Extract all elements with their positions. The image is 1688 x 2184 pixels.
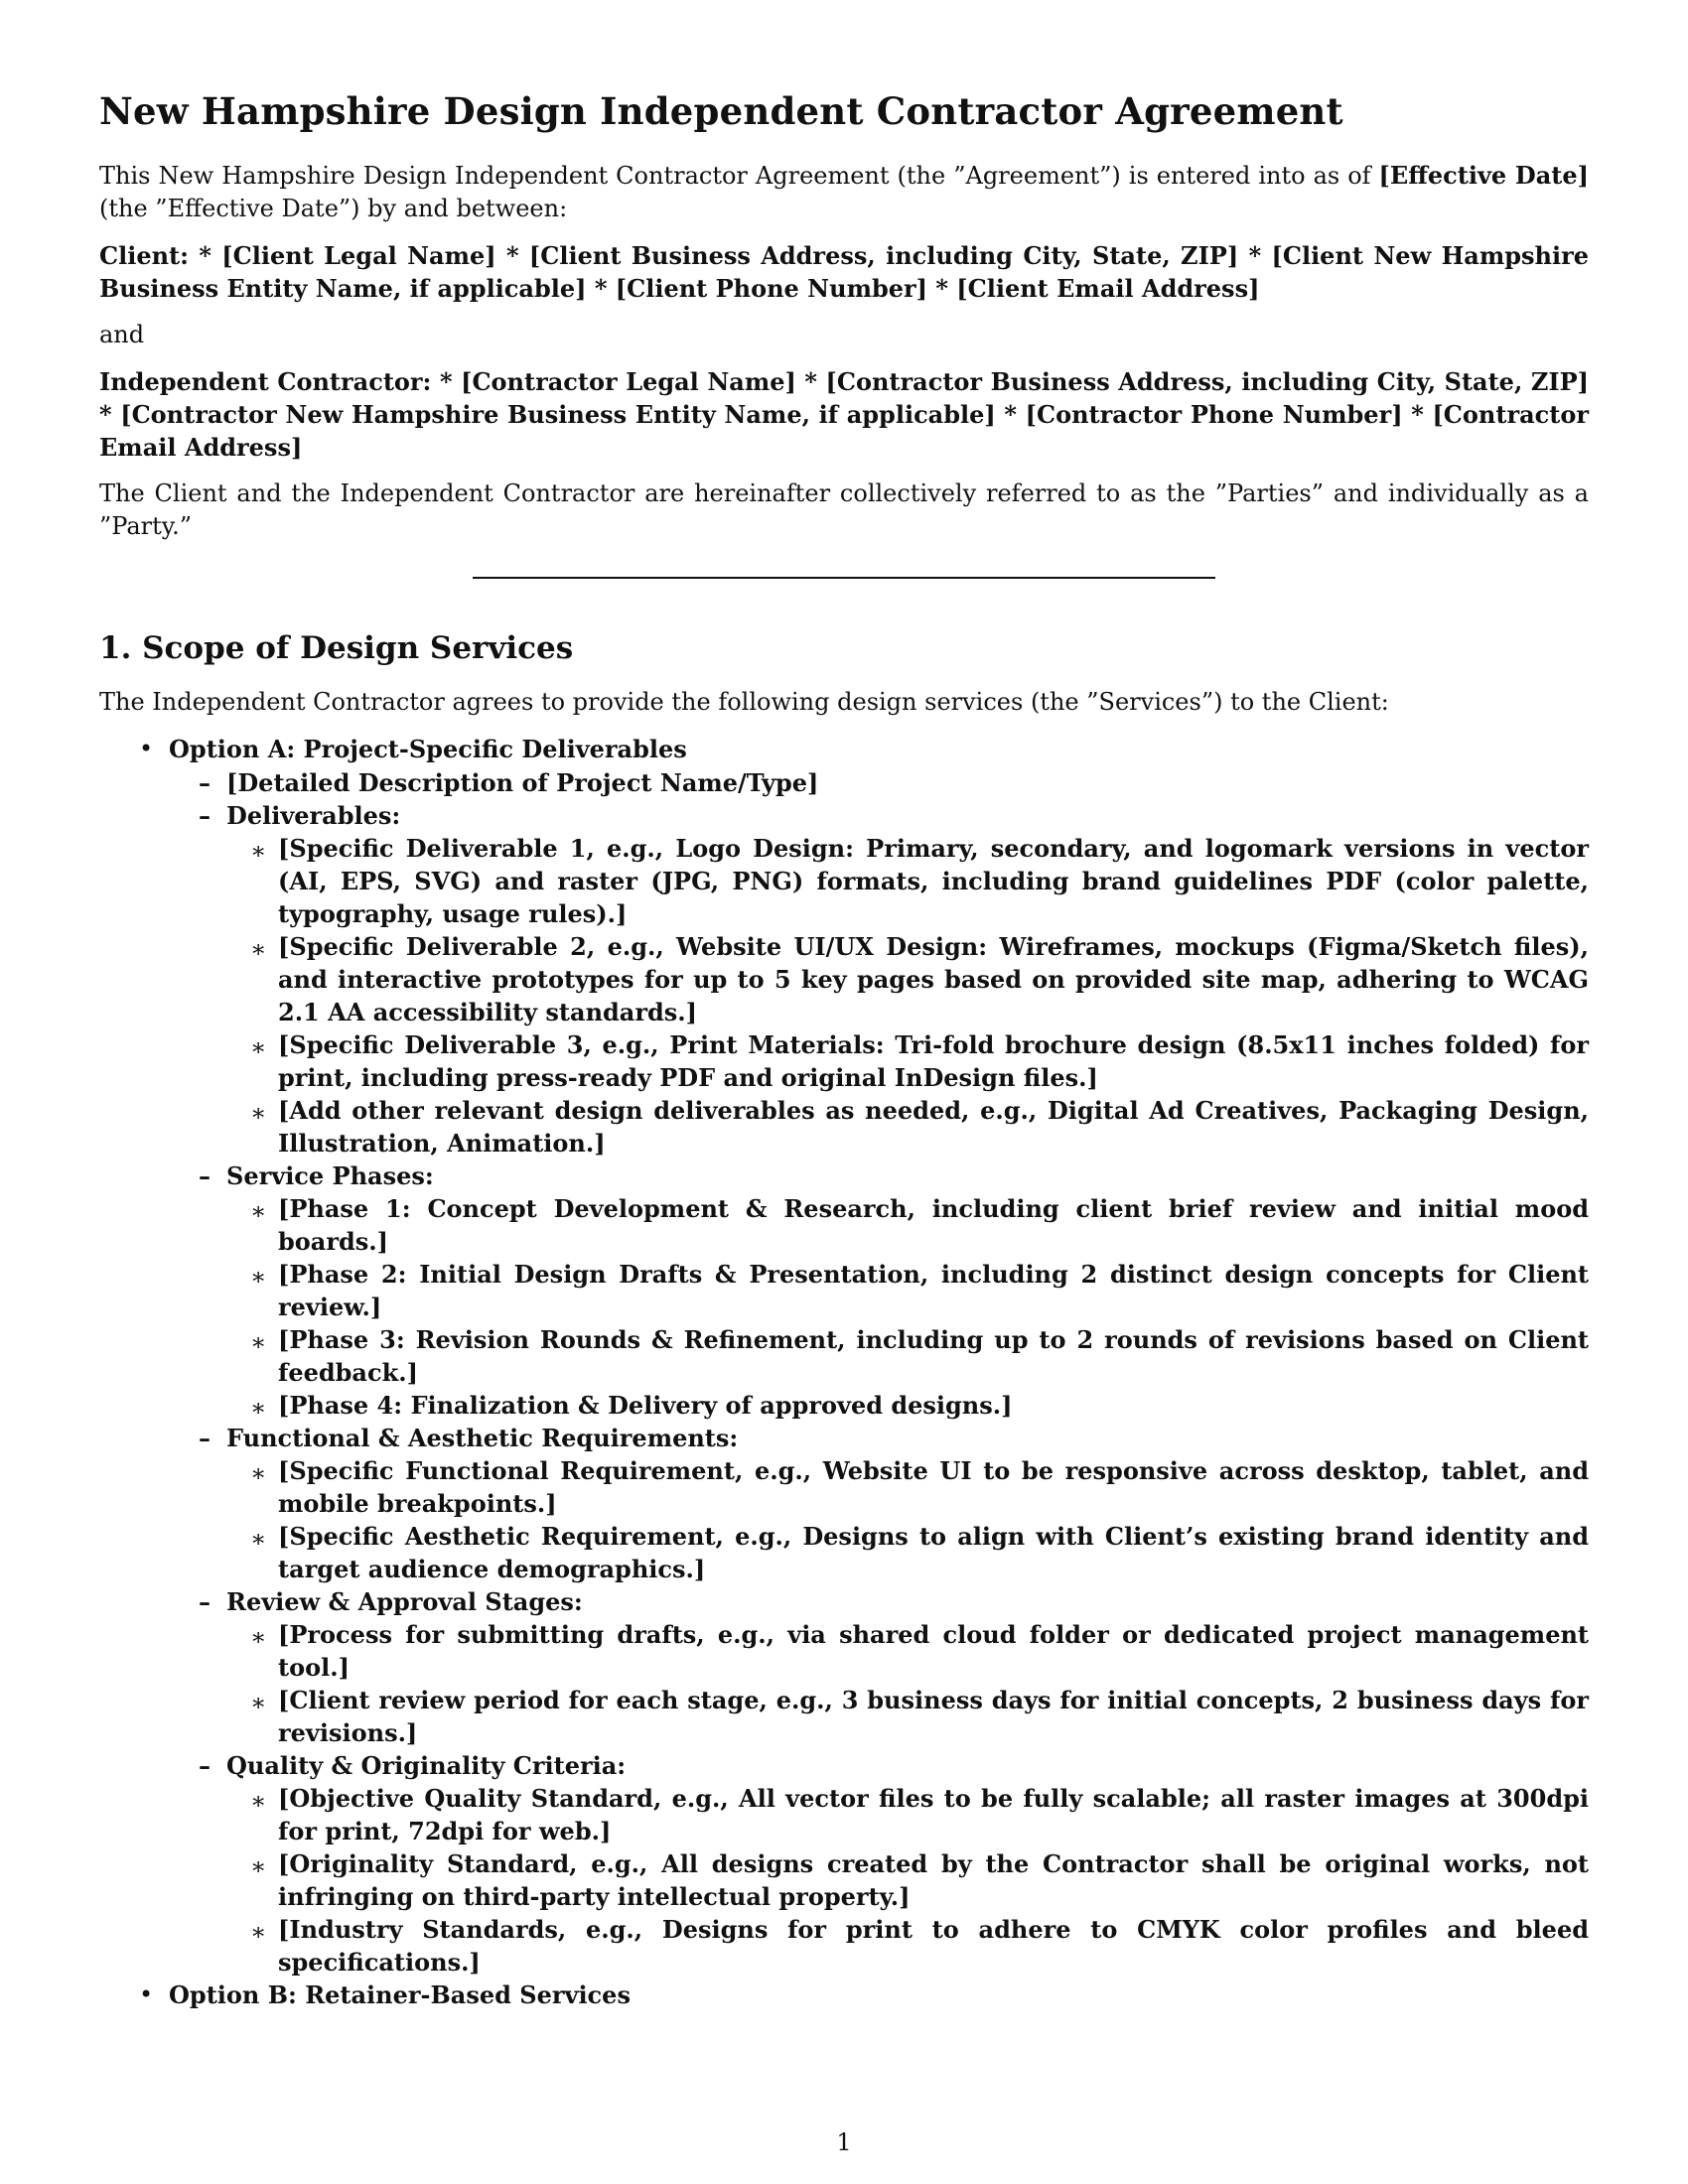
document-page — [99, 79, 1589, 2105]
group-label: Service Phases: — [226, 1161, 434, 1190]
group-deliverables — [169, 799, 1589, 1160]
list-item-text: [Phase 1: Concept Development & Research, including client brief review and initial mood boards.] — [278, 1194, 1589, 1256]
asterisk-bullet-icon: ∗ — [250, 1328, 267, 1356]
list-item — [226, 1094, 1589, 1160]
group-label: Deliverables: — [226, 801, 401, 830]
list-item-text: [Originality Standard, e.g., All designs created by the Contractor shall be original works, not infringing on third-party intellectual property.] — [278, 1849, 1589, 1911]
list-item-text: [Phase 4: Finalization & Delivery of approved designs.] — [278, 1391, 1013, 1420]
deliverables-list — [226, 832, 1589, 1160]
list-item — [226, 1028, 1589, 1094]
page-number: 1 — [836, 2128, 852, 2156]
list-item — [226, 832, 1589, 930]
list-item — [226, 1913, 1589, 1979]
option-b-item — [99, 1979, 1589, 2012]
list-item — [169, 766, 1589, 799]
project-description: [Detailed Description of Project Name/Type] — [226, 768, 819, 797]
group-requirements — [169, 1422, 1589, 1585]
group-label: Quality & Originality Criteria: — [226, 1751, 627, 1780]
dash-bullet-icon: – — [199, 1161, 211, 1190]
dash-bullet-icon: – — [199, 768, 211, 797]
intro-paragraph — [99, 159, 1589, 225]
list-item-text: [Objective Quality Standard, e.g., All vector files to be fully scalable; all raster images at 300dpi for print, 72dpi for web.] — [278, 1784, 1589, 1845]
list-item — [226, 1323, 1589, 1389]
review-list — [226, 1618, 1589, 1749]
effective-date-placeholder: [Effective Date] — [1378, 161, 1590, 190]
list-item — [226, 1389, 1589, 1422]
list-item — [226, 1192, 1589, 1258]
parties-paragraph: The Client and the Independent Contractor are hereinafter collectively referred to as the ”Parties” and individually as a ”Party.” — [99, 479, 1589, 540]
list-item-text: [Add other relevant design deliverables as needed, e.g., Digital Ad Creatives, Packaging Design, Illustration, Animation.] — [278, 1096, 1589, 1158]
option-a-sublist — [169, 766, 1589, 1979]
section-1-heading: 1. Scope of Design Services — [99, 630, 574, 666]
asterisk-bullet-icon: ∗ — [250, 1689, 267, 1716]
list-item — [226, 1454, 1589, 1520]
group-service-phases — [169, 1160, 1589, 1422]
group-quality-originality — [169, 1749, 1589, 1979]
group-review-approval — [169, 1585, 1589, 1749]
list-item-text: [Phase 3: Revision Rounds & Refinement, including up to 2 rounds of revisions based on Client feedback.] — [278, 1325, 1589, 1387]
dash-bullet-icon: – — [199, 1424, 211, 1452]
group-label: Review & Approval Stages: — [226, 1587, 583, 1616]
list-item — [226, 1684, 1589, 1749]
client-block: Client: * [Client Legal Name] * [Client Business Address, including City, State, ZIP] * [Client New Hampshire Business Entity Name, if applicable] * [Client Phone Number] * [Client Email Address] — [99, 241, 1589, 303]
intro-after: (the ”Effective Date”) by and between: — [99, 195, 568, 222]
asterisk-bullet-icon: ∗ — [250, 1787, 267, 1815]
intro-before: This New Hampshire Design Independent Contractor Agreement (the ”Agreement”) is entered into as of — [99, 162, 1379, 190]
asterisk-bullet-icon: ∗ — [250, 1623, 267, 1651]
horizontal-rule — [473, 577, 1215, 579]
list-item — [226, 1258, 1589, 1323]
bullet-dot-icon: • — [139, 735, 154, 762]
page-title: New Hampshire Design Independent Contractor Agreement — [99, 89, 1343, 133]
dash-bullet-icon: – — [199, 801, 211, 830]
asterisk-bullet-icon: ∗ — [250, 1263, 267, 1291]
list-item — [226, 1618, 1589, 1684]
option-b-label: Option B: Retainer-Based Services — [169, 1980, 631, 2009]
section-1-intro: The Independent Contractor agrees to provide the following design services (the ”Services”) to the Client: — [99, 688, 1389, 716]
list-item-text: [Specific Aesthetic Requirement, e.g., Designs to align with Client’s existing brand identity and target audience demographics.] — [278, 1522, 1589, 1583]
asterisk-bullet-icon: ∗ — [250, 1394, 267, 1422]
list-item — [226, 1520, 1589, 1585]
asterisk-bullet-icon: ∗ — [250, 935, 267, 963]
list-item-text: [Specific Deliverable 2, e.g., Website UI/UX Design: Wireframes, mockups (Figma/Sketch files), and interactive prototypes for up to 5 key pages based on provided site map, adhering to WCAG 2.1 AA accessibility standards.] — [278, 932, 1589, 1026]
asterisk-bullet-icon: ∗ — [250, 1852, 267, 1880]
list-item-text: [Industry Standards, e.g., Designs for print to adhere to CMYK color profiles and bleed specifications.] — [278, 1915, 1589, 1977]
asterisk-bullet-icon: ∗ — [250, 1525, 267, 1553]
phases-list — [226, 1192, 1589, 1422]
options-list — [99, 733, 1589, 2012]
list-item — [226, 930, 1589, 1028]
list-item-text: [Specific Functional Requirement, e.g., Website UI to be responsive across desktop, tablet, and mobile breakpoints.] — [278, 1456, 1589, 1518]
list-item-text: [Client review period for each stage, e.g., 3 business days for initial concepts, 2 business days for revisions.] — [278, 1686, 1589, 1747]
asterisk-bullet-icon: ∗ — [250, 1918, 267, 1946]
quality-list — [226, 1782, 1589, 1979]
option-a-label: Option A: Project-Specific Deliverables — [169, 735, 687, 763]
and-text: and — [99, 321, 145, 348]
list-item-text: [Process for submitting drafts, e.g., via shared cloud folder or dedicated project management tool.] — [278, 1620, 1589, 1682]
bullet-dot-icon: • — [139, 1980, 154, 2008]
group-label: Functional & Aesthetic Requirements: — [226, 1424, 739, 1452]
contractor-block: Independent Contractor: * [Contractor Legal Name] * [Contractor Business Address, including City, State, ZIP] * [Contractor New Hampshire Business Entity Name, if applicable] * [Contractor Phone Number] * [Contractor Email Address] — [99, 367, 1589, 462]
requirements-list — [226, 1454, 1589, 1585]
option-a-item — [99, 733, 1589, 1979]
asterisk-bullet-icon: ∗ — [250, 1197, 267, 1225]
list-item-text: [Specific Deliverable 3, e.g., Print Materials: Tri-fold brochure design (8.5x11 inches folded) for print, including press-ready PDF and original InDesign files.] — [278, 1030, 1589, 1092]
dash-bullet-icon: – — [199, 1587, 211, 1616]
list-item-text: [Specific Deliverable 1, e.g., Logo Design: Primary, secondary, and logomark versions in vector (AI, EPS, SVG) and raster (JPG, PNG) formats, including brand guidelines PDF (color palette, typography, usage rules).] — [278, 834, 1589, 928]
asterisk-bullet-icon: ∗ — [250, 1099, 267, 1127]
asterisk-bullet-icon: ∗ — [250, 1459, 267, 1487]
list-item — [226, 1847, 1589, 1913]
asterisk-bullet-icon: ∗ — [250, 837, 267, 865]
list-item-text: [Phase 2: Initial Design Drafts & Presentation, including 2 distinct design concepts for Client review.] — [278, 1260, 1589, 1321]
list-item — [226, 1782, 1589, 1847]
asterisk-bullet-icon: ∗ — [250, 1033, 267, 1061]
dash-bullet-icon: – — [199, 1751, 211, 1780]
